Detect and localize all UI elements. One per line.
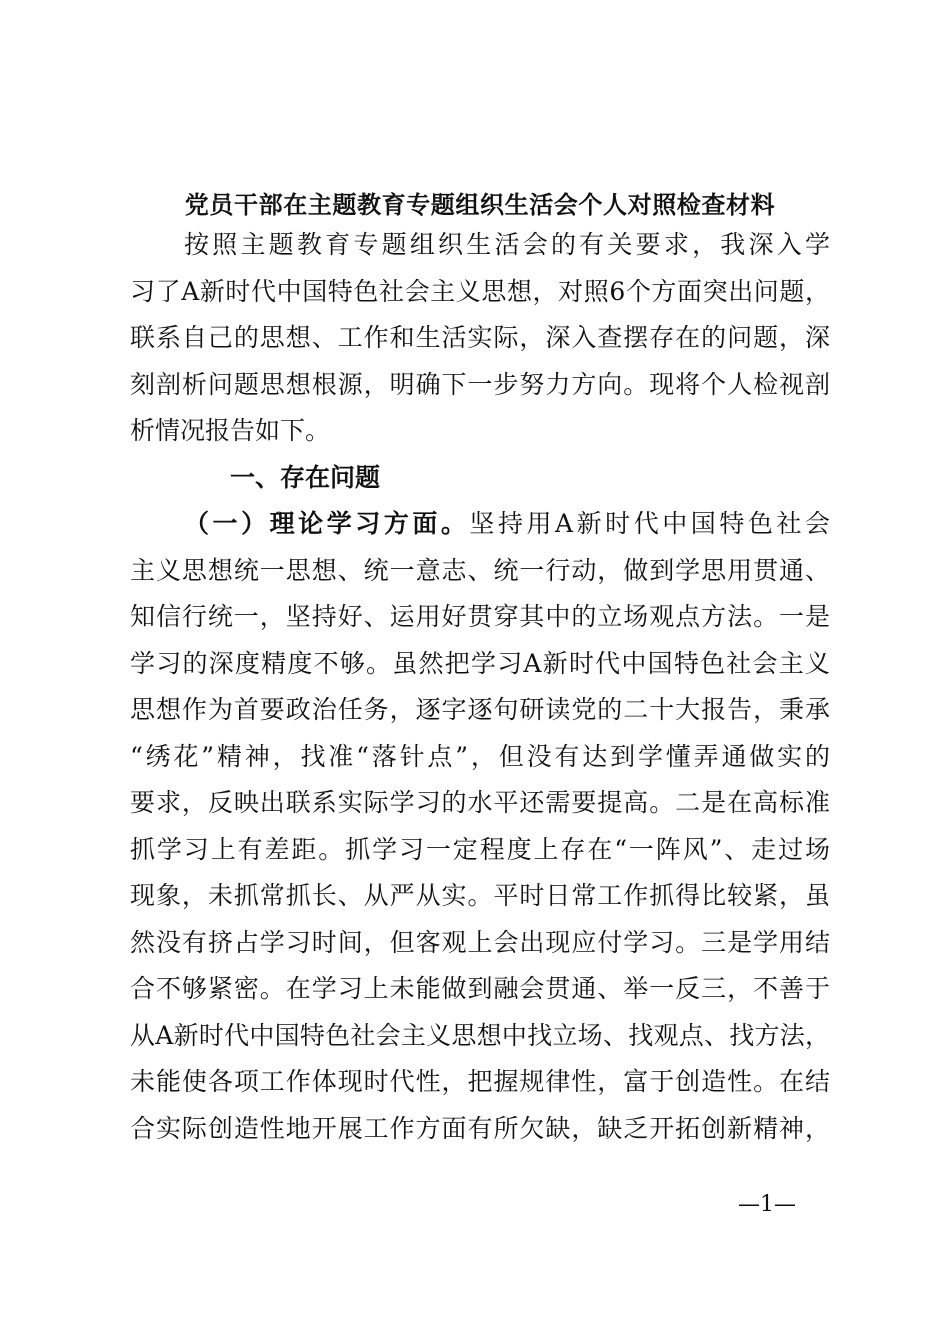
paragraph-line: 析情况报告如下。 — [130, 416, 331, 445]
paragraph-line: 合实际创造性地开展工作方面有所欠缺，缺乏开拓创新精神， — [130, 1113, 830, 1143]
paragraph-line: 思想作为首要政治任务，逐字逐句研读党的二十大报告，秉承 — [130, 695, 830, 724]
theory-study-paragraph — [130, 501, 830, 1152]
paragraph-line: “绣花”精神，找准“落针点”，但没有达到学懂弄通做实的 — [130, 741, 830, 771]
paragraph-text: 坚持用A新时代中国特色社会 — [469, 509, 830, 538]
paragraph-line: 要求，反映出联系实际学习的水平还需要提高。二是在高标准 — [130, 788, 830, 817]
paragraph-line: 合不够紧密。在学习上未能做到融会贯通、举一反三，不善于 — [130, 974, 830, 1003]
page-number: —1— — [738, 1192, 796, 1217]
paragraph-line: 刻剖析问题思想根源，明确下一步努力方向。现将个人检视剖 — [130, 369, 830, 399]
paragraph-line: 按照主题教育专题组织生活会的有关要求，我深入学 — [184, 230, 830, 259]
section-heading: 一、存在问题 — [230, 463, 381, 492]
paragraph-line: 知信行统一，坚持好、运用好贯穿其中的立场观点方法。一是 — [130, 602, 830, 631]
subsection-title: （一）理论学习方面。 — [184, 509, 470, 538]
paragraph-line — [130, 501, 830, 548]
document-title: 党员干部在主题教育专题组织生活会个人对照检查材料 — [184, 190, 776, 219]
paragraph-line: 现象，未抓常抓长、从严从实。平时日常工作抓得比较紧，虽 — [130, 881, 830, 910]
paragraph-line: 习了A新时代中国特色社会主义思想，对照6个方面突出问题， — [130, 276, 830, 306]
intro-paragraph — [130, 222, 830, 455]
paragraph-line: 联系自己的思想、工作和生活实际，深入查摆存在的问题，深 — [130, 323, 830, 352]
paragraph-line: 从A新时代中国特色社会主义思想中找立场、找观点、找方法， — [130, 1020, 830, 1050]
paragraph-line: 学习的深度精度不够。虽然把学习A新时代中国特色社会主义 — [130, 648, 830, 678]
paragraph-line: 未能使各项工作体现时代性，把握规律性，富于创造性。在结 — [130, 1067, 830, 1096]
paragraph-line: 主义思想统一思想、统一意志、统一行动，做到学思用贯通、 — [130, 555, 830, 585]
paragraph-line: 抓学习上有差距。抓学习一定程度上存在“一阵风”、走过场 — [130, 834, 830, 864]
paragraph-line: 然没有挤占学习时间，但客观上会出现应付学习。三是学用结 — [130, 927, 830, 957]
